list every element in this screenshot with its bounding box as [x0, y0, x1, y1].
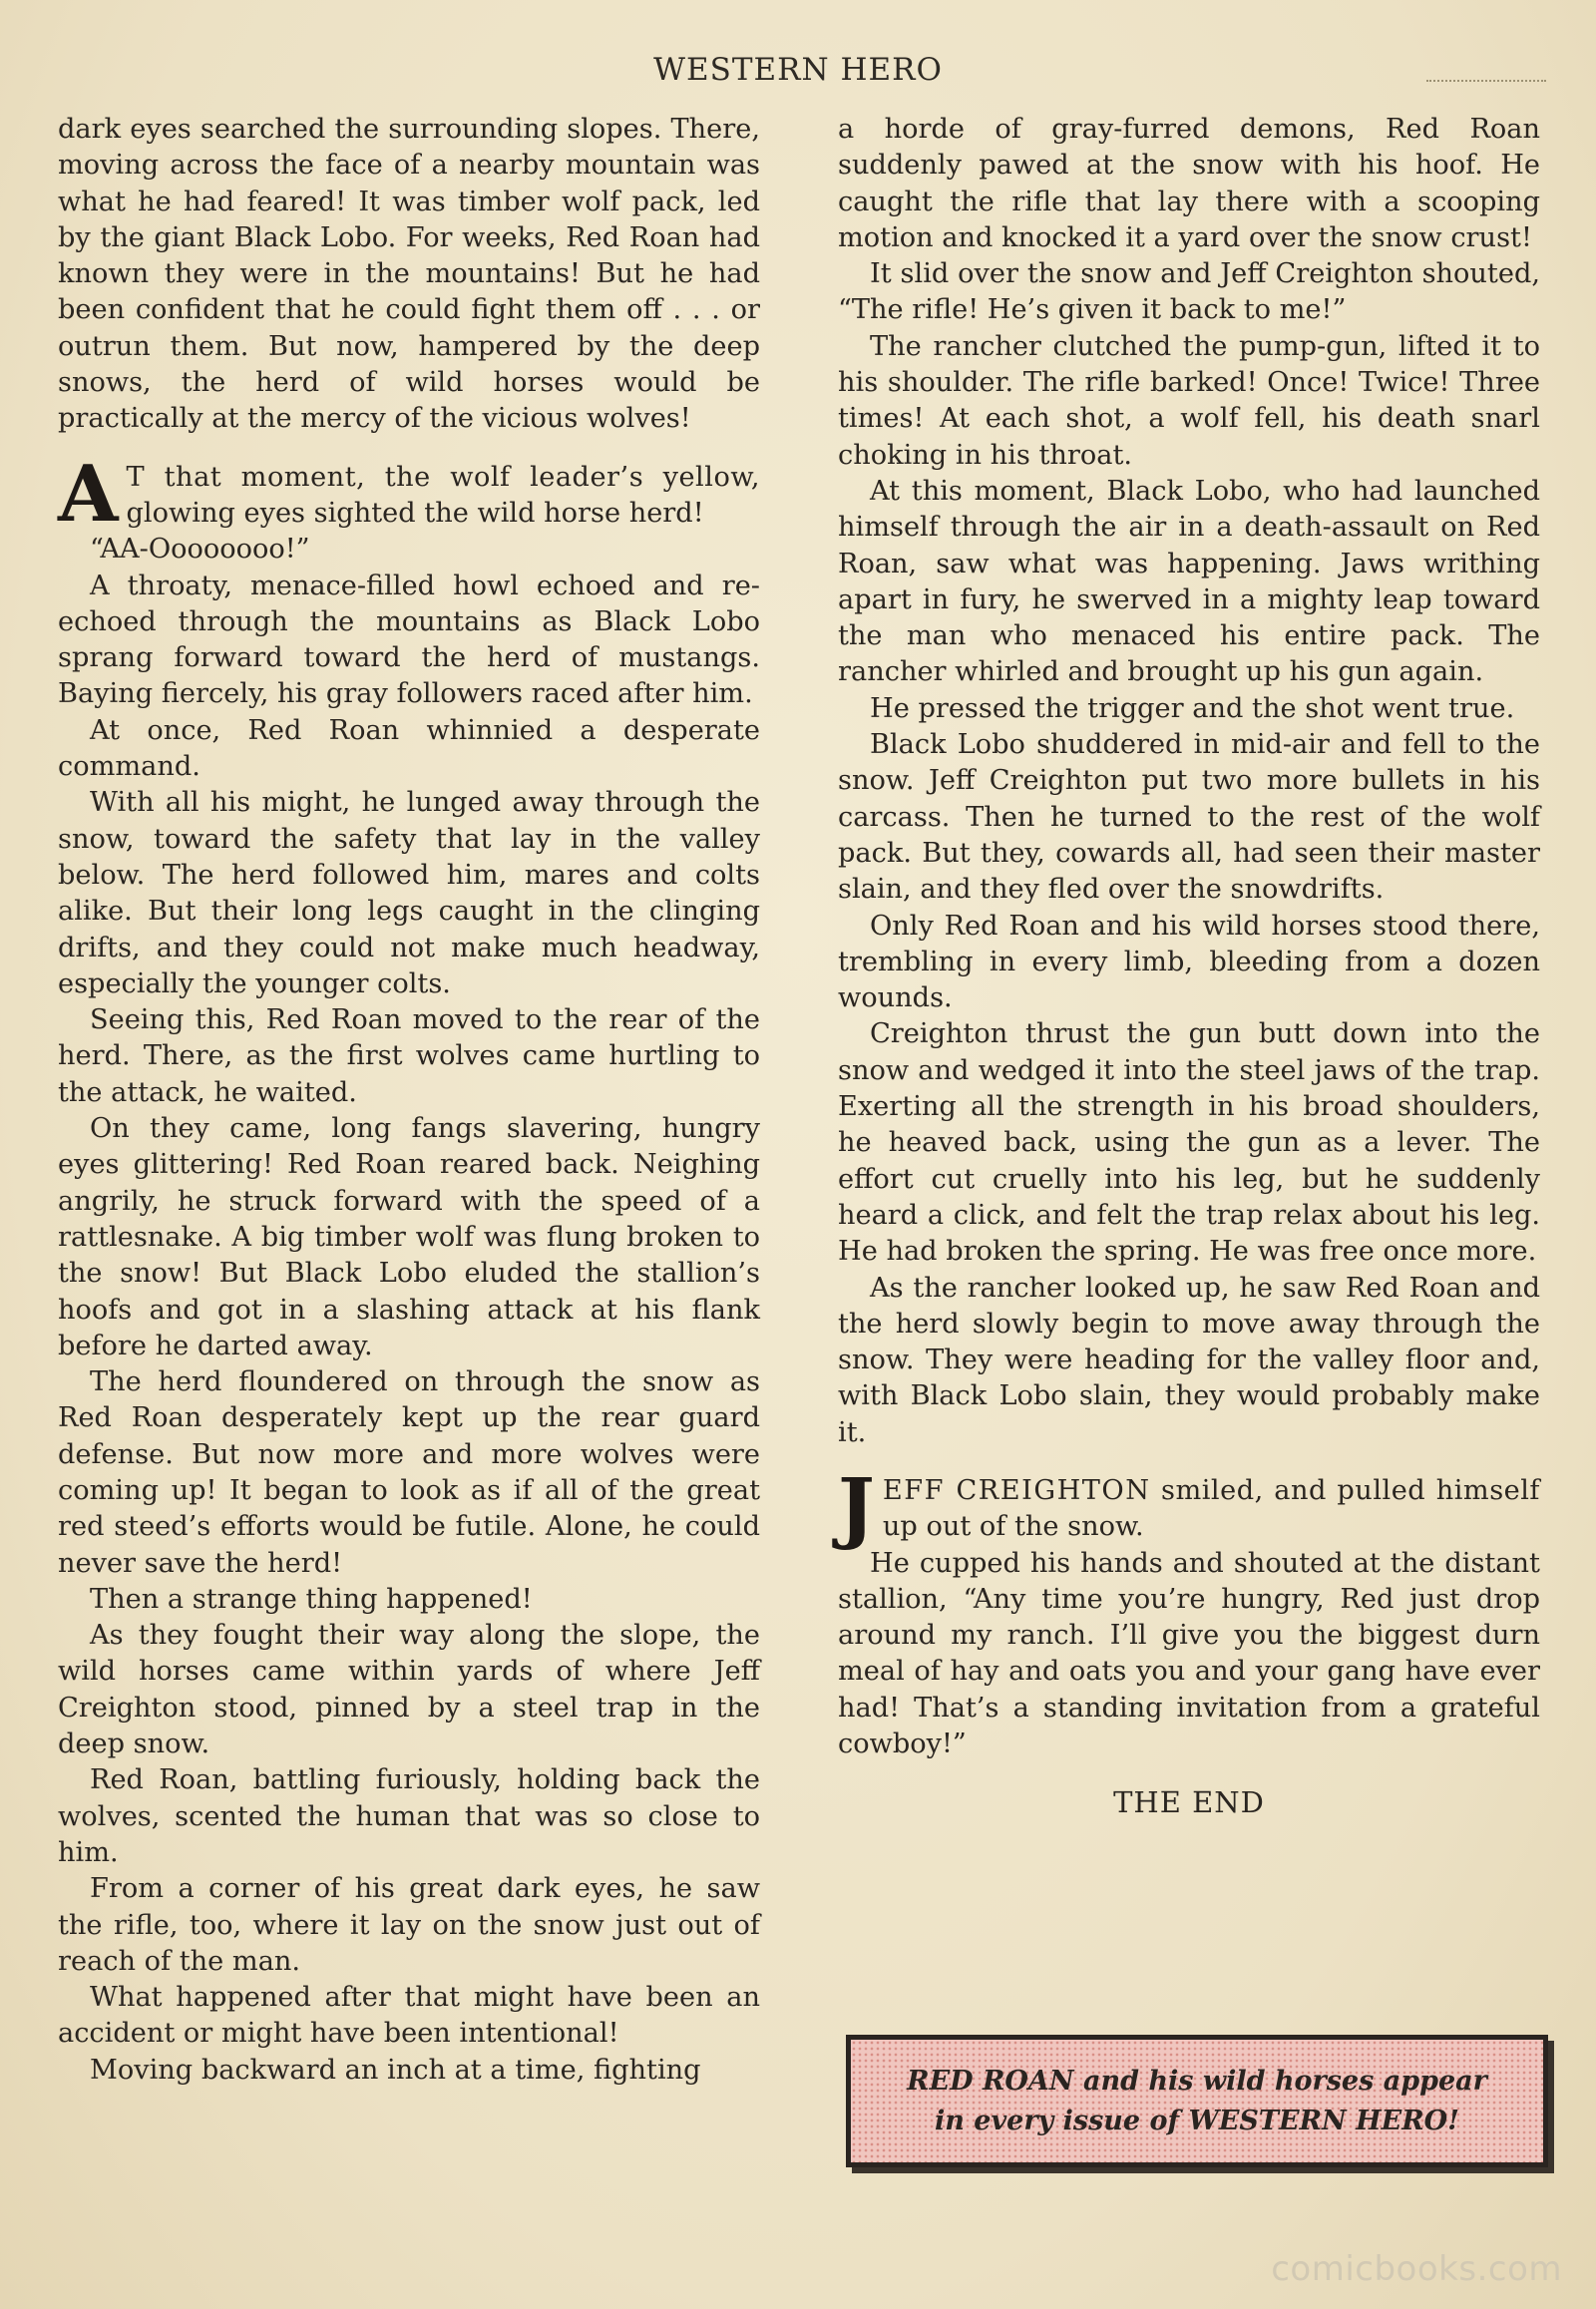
paragraph: On they came, long fangs slavering, hungry eyes glittering! Red Roan reared back. Neighing angrily, he struck forward with the speed of a rattlesnake. A big timber wolf was flung broken to the snow! But Black Lobo eluded the stallion’s hoofs and got in a slashing attack at his flank before he darted away. [58, 1113, 760, 1361]
paragraph: a horde of gray-furred demons, Red Roan suddenly pawed at the snow with his hoof. He caught the rifle that lay there with a scooping motion and knocked it a yard over the snow crust! [838, 114, 1540, 253]
dropcap-letter: A [58, 448, 119, 540]
paragraph-text: smiled, and pulled himself up out of the snow. [882, 1474, 1540, 1543]
watermark: comicbooks.com [1271, 2249, 1562, 2289]
paragraph-text: T that moment, the wolf leader’s yellow, glowing eyes sighted the wild horse herd! [126, 461, 760, 529]
paragraph: Then a strange thing happened! [90, 1583, 533, 1615]
promo-line-2: in every issue of WESTERN HERO! [934, 2105, 1460, 2136]
header-rule [1426, 80, 1546, 82]
paragraph: As they fought their way along the slope, the wild horses came within yards of where Jeff Creighton stood, pinned by a steel trap in the deep snow. [58, 1620, 760, 1760]
the-end-label: THE END [1113, 1785, 1265, 1820]
paragraph: Seeing this, Red Roan moved to the rear of the herd. There, as the first wolves came hurtling to the attack, he waited. [58, 1004, 760, 1108]
paragraph: He cupped his hands and shouted at the distant stallion, “Any time you’re hungry, Red just drop around my ranch. I’ll give you the biggest durn meal of hay and oats you and your gang have ever had! That’s a standing invitation from a grateful cowboy!” [838, 1547, 1540, 1760]
paragraph: Moving backward an inch at a time, fighting [90, 2054, 701, 2086]
paragraph: Black Lobo shuddered in mid-air and fell to the snow. Jeff Creighton put two more bullets in his carcass. Then he turned to the rest of the wolf pack. But they, cowards all, had seen their master slain, and they fled over the snowdrifts. [838, 729, 1540, 906]
promo-box [846, 2035, 1548, 2167]
left-column [58, 112, 760, 2089]
paragraph: From a corner of his great dark eyes, he saw the rifle, too, where it lay on the snow just out of reach of the man. [58, 1873, 760, 1977]
paragraph: Creighton thrust the gun butt down into the snow and wedged it into the steel jaws of the trap. Exerting all the strength in his broad shoulders, he heaved back, using the gun as a lever. The effort cut cruelly into his leg, but he suddenly heard a click, and felt the trap relax about his leg. He had broken the spring. He was free once more. [838, 1018, 1540, 1268]
paragraph: With all his might, he lunged away through the snow, toward the safety that lay in the valley below. The herd followed him, mares and colts alike. But their long legs caught in the clinging drifts, and they could not make much headway, especially the younger colts. [58, 787, 760, 999]
dropcap-letter: J [838, 1461, 875, 1553]
paragraph: “AA-Oooooooo!” [90, 534, 310, 566]
paragraph: At once, Red Roan whinnied a desperate command. [58, 714, 760, 783]
paragraph-dropcap [58, 448, 760, 540]
paragraph-dropcap [838, 1461, 1540, 1553]
paragraph: A throaty, menace-filled howl echoed and re-echoed through the mountains as Black Lobo sprang forward toward the herd of mustangs. Baying fiercely, his gray followers raced after him. [58, 570, 760, 710]
paragraph: At this moment, Black Lobo, who had launched himself through the air in a death-assault on Red Roan, saw what was happening. Jaws writhing apart in fury, he swerved in a mighty leap toward the man who menaced his entire pack. The rancher whirled and brought up his gun again. [838, 475, 1540, 688]
paragraph: dark eyes searched the surrounding slopes. There, moving across the face of a nearby mountain was what he had feared! It was timber wolf pack, led by the giant Black Lobo. For weeks, Red Roan had known they were in the mountains! But he had been confident that he could fight them off . . . or outrun them. But now, hampered by the deep snows, the herd of wild horses would be practically at the mercy of the vicious wolves! [58, 114, 760, 435]
dropcap-caps-text: EFF CREIGHTON [882, 1474, 1151, 1506]
right-column [838, 112, 1540, 1821]
promo-line-1: RED ROAN and his wild horses appear [907, 2065, 1487, 2097]
paragraph: Only Red Roan and his wild horses stood there, trembling in every limb, bleeding from a dozen wounds. [838, 910, 1540, 1014]
page-header: WESTERN HERO [653, 52, 943, 88]
paragraph: It slid over the snow and Jeff Creighton shouted, “The rifle! He’s given it back to me!” [838, 258, 1540, 326]
paragraph: He pressed the trigger and the shot went true. [870, 692, 1515, 724]
paragraph: The rancher clutched the pump-gun, lifted it to his shoulder. The rifle barked! Once! Twice! Three times! At each shot, a wolf fell, his death snarl choking in his throat. [838, 330, 1540, 471]
paragraph: As the rancher looked up, he saw Red Roan and the herd slowly begin to move away through the snow. They were heading for the valley floor and, with Black Lobo slain, they would probably make it. [838, 1272, 1540, 1448]
paragraph: Red Roan, battling furiously, holding back the wolves, scented the human that was so close to him. [58, 1764, 760, 1868]
paragraph: What happened after that might have been an accident or might have been intentional! [58, 1982, 760, 2050]
paragraph: The herd floundered on through the snow as Red Roan desperately kept up the rear guard defense. But now more and more wolves were coming up! It began to look as if all of the great red steed’s efforts would be futile. Alone, he could never save the herd! [58, 1366, 760, 1579]
promo-text [907, 2062, 1487, 2141]
